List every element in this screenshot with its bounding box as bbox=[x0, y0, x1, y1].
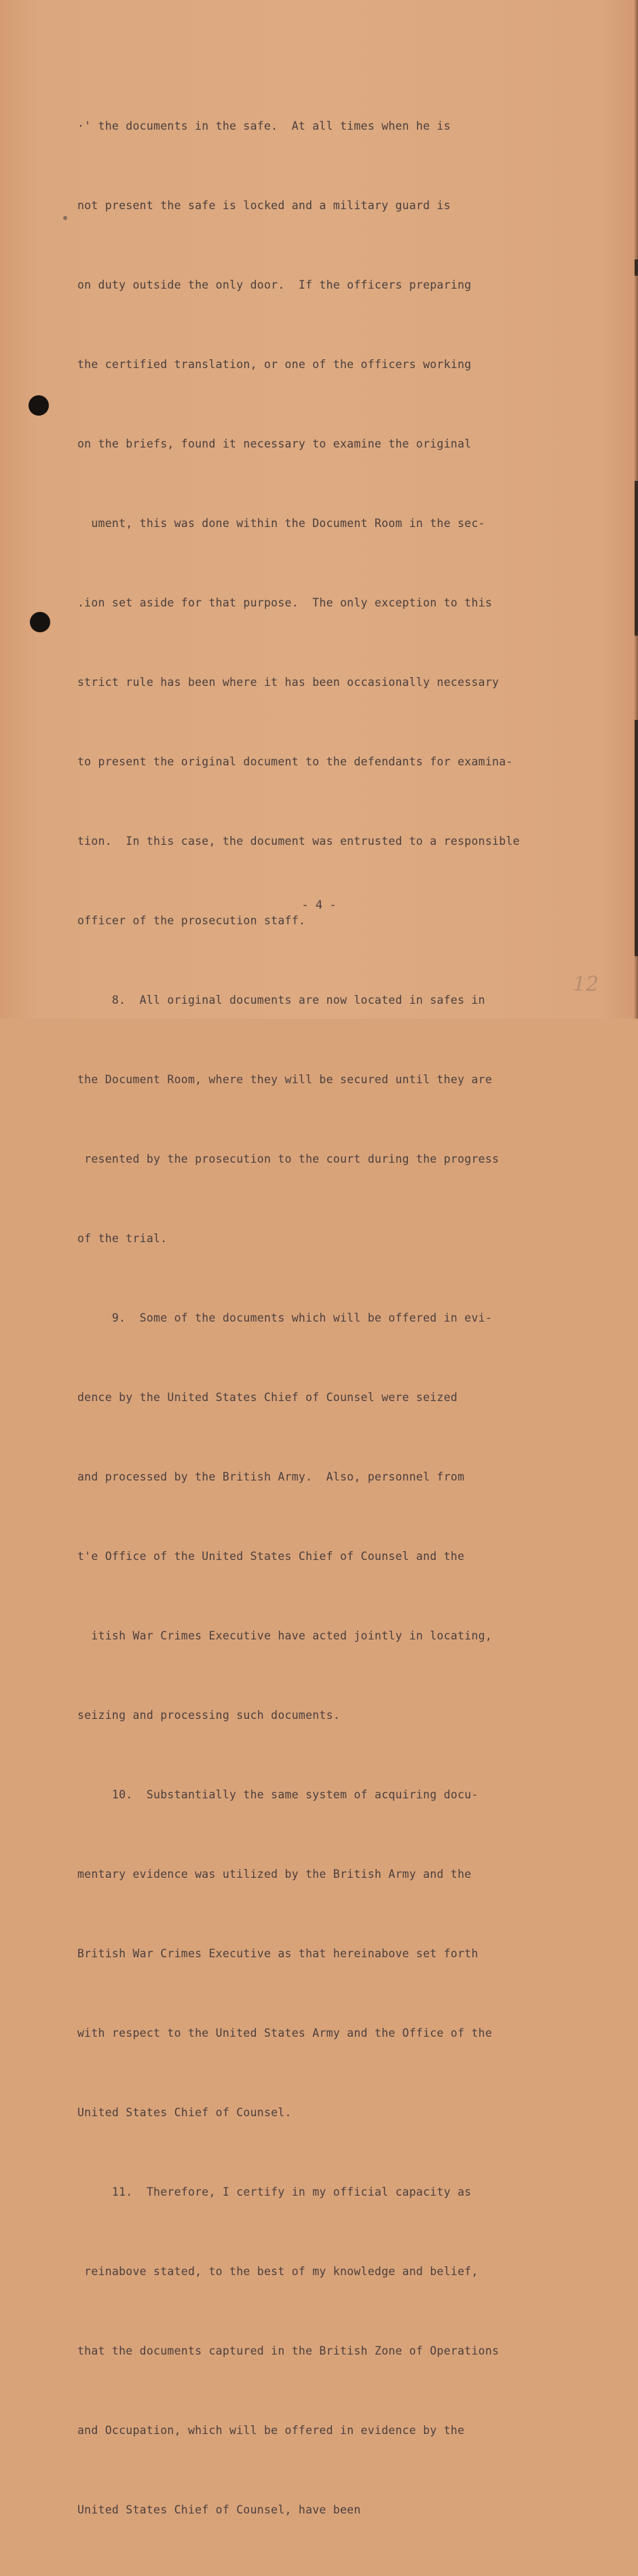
document-line: resented by the prosecution to the court during the progress bbox=[77, 1153, 500, 1165]
edge-mark bbox=[635, 720, 638, 956]
document-line: strict rule has been where it has been occasionally necessary bbox=[77, 676, 500, 689]
document-line: the Document Room, where they will be secured until they are bbox=[77, 1073, 493, 1086]
document-line: reinabove stated, to the best of my knowledge and belief, bbox=[77, 2265, 478, 2278]
document-line: of the trial. bbox=[77, 1232, 168, 1245]
punch-hole bbox=[30, 612, 50, 632]
paper-speck bbox=[63, 216, 67, 220]
edge-mark bbox=[635, 259, 638, 276]
handwritten-page-note: 12 bbox=[573, 973, 599, 996]
document-line: mentary evidence was utilized by the British Army and the bbox=[77, 1868, 472, 1881]
document-line: United States Chief of Counsel, have been bbox=[77, 2503, 361, 2516]
document-line: and processed by the British Army. Also, personnel from bbox=[77, 1470, 465, 1483]
document-line: with respect to the United States Army and the Office of the bbox=[77, 2027, 493, 2039]
edge-mark bbox=[635, 481, 638, 636]
document-line: 8. All original documents are now located in safes in bbox=[77, 994, 485, 1006]
document-line: ·' the documents in the safe. At all times when he is bbox=[77, 120, 451, 132]
document-line: the certified translation, or one of the officers working bbox=[77, 358, 472, 371]
document-line: dence by the United States Chief of Counsel were seized bbox=[77, 1391, 458, 1404]
page-number: - 4 - bbox=[301, 899, 337, 912]
document-line: on duty outside the only door. If the officers preparing bbox=[77, 278, 472, 291]
document-line: and Occupation, which will be offered in evidence by the bbox=[77, 2424, 465, 2437]
document-line: 11. Therefore, I certify in my official capacity as bbox=[77, 2185, 472, 2198]
punch-hole bbox=[29, 395, 49, 416]
document-line: United States Chief of Counsel. bbox=[77, 2106, 292, 2119]
document-line: to present the original document to the defendants for examina- bbox=[77, 755, 513, 768]
document-line: itish War Crimes Executive have acted jointly in locating, bbox=[77, 1629, 493, 1642]
document-body bbox=[77, 60, 593, 2576]
document-line: officer of the prosecution staff. bbox=[77, 914, 306, 927]
document-line: not present the safe is locked and a military guard is bbox=[77, 199, 451, 212]
document-line: 10. Substantially the same system of acquiring docu- bbox=[77, 1788, 478, 1801]
document-line: tion. In this case, the document was entrusted to a responsible bbox=[77, 835, 520, 848]
document-line: 9. Some of the documents which will be offered in evi- bbox=[77, 1311, 493, 1324]
document-line: British War Crimes Executive as that hereinabove set forth bbox=[77, 1947, 478, 1960]
document-line: on the briefs, found it necessary to examine the original bbox=[77, 437, 472, 450]
document-line: seizing and processing such documents. bbox=[77, 1709, 340, 1722]
document-line: ument, this was done within the Document Room in the sec- bbox=[77, 517, 485, 530]
document-line: .ion set aside for that purpose. The only exception to this bbox=[77, 596, 493, 609]
document-line: that the documents captured in the British Zone of Operations bbox=[77, 2344, 500, 2357]
document-line: t'e Office of the United States Chief of Counsel and the bbox=[77, 1550, 465, 1563]
